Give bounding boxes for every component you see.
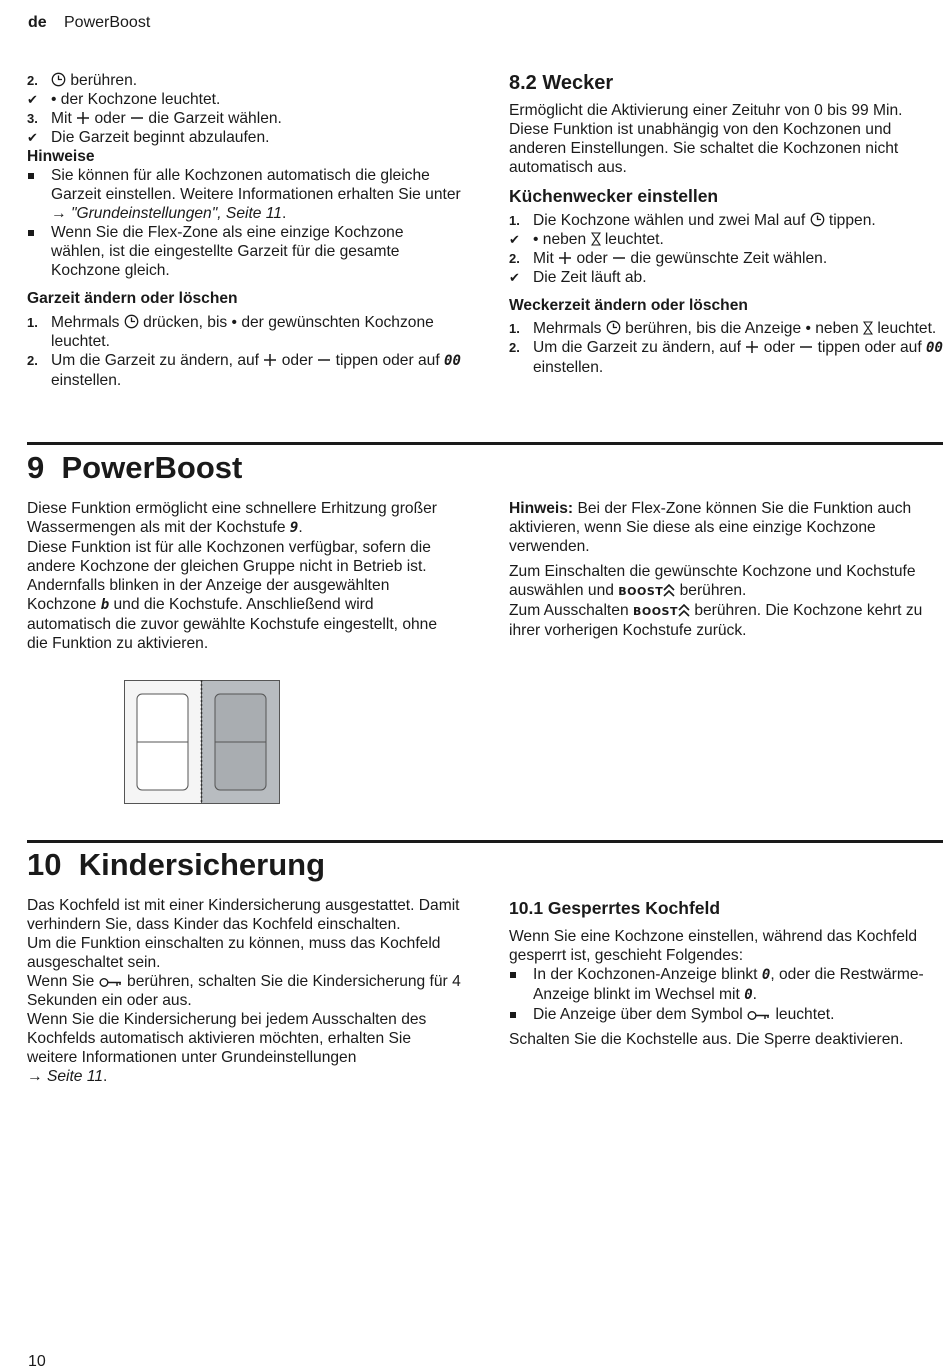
garzeit-step: [27, 71, 461, 90]
wecker-heading: 8.2 Wecker: [509, 72, 614, 94]
note-item: Sie können für alle Kochzonen automatisch die gleiche Garzeit einstellen. Weitere Informationen erhalten Sie unter → "Grundeinstellungen", Seite 11.: [27, 166, 461, 223]
display-glyph: 00: [444, 353, 461, 369]
powerboost-paragraph: Diese Funktion ist für alle Kochzonen verfügbar, sofern die andere Kochzone der gleichen Gruppe nicht in Betrieb ist.: [27, 539, 431, 575]
header-language: de: [28, 14, 47, 31]
display-glyph: 9: [289, 520, 299, 536]
set-step: [509, 211, 943, 230]
gesperrt-outro: Schalten Sie die Kochstelle aus. Die Sperre deaktivieren.: [509, 1031, 904, 1048]
section-title-kindersicherung: 10 Kindersicherung: [27, 847, 326, 882]
display-glyph: 0: [744, 987, 753, 1003]
gesperrt-bullet: Die Anzeige über dem Symbol leuchtet.: [509, 1005, 943, 1024]
check-icon: ✔: [509, 232, 520, 247]
step-text: einstellen.: [51, 372, 122, 389]
cooktop-illustration: [124, 680, 280, 804]
powerboost-left: [27, 499, 461, 653]
result-text: • neben: [533, 231, 587, 248]
hourglass-icon: [591, 232, 601, 246]
step-text: tippen oder auf: [335, 352, 440, 369]
hourglass-icon: [863, 321, 873, 335]
powerboost-off: Zum Ausschalten BOOST berühren. Die Kochzone kehrt zu ihrer vorherigen Kochstufe zurück.: [509, 602, 923, 639]
set-step: [509, 249, 943, 268]
bullet-marker: [28, 173, 34, 179]
step-number: 1.: [27, 315, 38, 330]
step-text: oder: [763, 339, 795, 356]
wecker-change-heading: Weckerzeit ändern oder löschen: [509, 297, 748, 314]
step-text: die Garzeit wählen.: [148, 110, 282, 127]
clock-icon: [51, 72, 66, 87]
check-icon: ✔: [509, 270, 520, 285]
set-result: [509, 230, 943, 249]
step-text: tippen.: [828, 212, 876, 229]
header-title: PowerBoost: [64, 14, 151, 31]
check-icon: ✔: [27, 130, 38, 145]
kinder-paragraph: Wenn Sie berühren, schalten Sie die Kindersicherung für 4 Sekunden ein oder aus.: [27, 973, 461, 1009]
step-text: Mit: [51, 110, 72, 127]
clock-icon: [606, 320, 621, 335]
kindersicherung-left: [27, 896, 461, 1086]
result-text: leuchtet.: [604, 231, 664, 248]
gesperrt-bullet: In der Kochzonen-Anzeige blinkt 0, oder die Restwärme-Anzeige blinkt im Wechsel mit 0.: [509, 965, 943, 1005]
display-glyph: 00: [926, 340, 943, 356]
step-number: 3.: [27, 111, 38, 126]
minus-icon: [799, 340, 813, 354]
change-step: [27, 351, 461, 390]
step-text: einstellen.: [533, 359, 604, 376]
result-text: Die Zeit läuft ab.: [533, 269, 647, 286]
kinder-paragraph: Das Kochfeld ist mit einer Kindersicherung ausgestattet. Damit verhindern Sie, dass Kinder das Kochfeld einschalten.: [27, 897, 460, 933]
powerboost-hint: Hinweis: Bei der Flex-Zone können Sie die Funktion auch aktivieren, wenn Sie diese als eine einzige Kochzone verwenden.: [509, 500, 912, 555]
step-text: Um die Garzeit zu ändern, auf: [51, 352, 260, 369]
boost-label: BOOST: [632, 605, 678, 618]
page-number: 10: [28, 1353, 46, 1370]
minus-icon: [317, 353, 331, 367]
key-icon: [747, 1010, 771, 1021]
powerboost-paragraph: Diese Funktion ermöglicht eine schnellere Erhitzung großer Wassermengen als mit der Kochstufe 9.: [27, 500, 437, 536]
kinder-paragraph: Wenn Sie die Kindersicherung bei jedem Ausschalten des Kochfelds automatisch aktivieren möchten, erhalten Sie weitere Informationen unter Grundeinstellungen → Seite 11.: [27, 1011, 427, 1085]
garzeit-step: [27, 109, 461, 128]
wecker-change-step: [509, 338, 943, 377]
step-text: berühren, bis die Anzeige • neben: [625, 320, 859, 337]
set-heading: Küchenwecker einstellen: [509, 186, 719, 206]
section-rule: [27, 442, 943, 445]
notes-heading: Hinweise: [27, 148, 95, 165]
section-title-powerboost: 9 PowerBoost: [27, 450, 243, 485]
plus-icon: [263, 353, 277, 367]
section-rule: [27, 840, 943, 843]
result-text: • der Kochzone leuchtet.: [51, 91, 221, 108]
powerboost-right: [509, 499, 943, 640]
garzeit-result: [27, 128, 461, 147]
bullet-marker: [510, 972, 516, 978]
clock-icon: [810, 212, 825, 227]
display-glyph: b: [100, 597, 110, 613]
plus-icon: [745, 340, 759, 354]
arrow-icon: →: [51, 205, 67, 222]
step-text: oder: [94, 110, 126, 127]
page-reference-link[interactable]: "Grundeinstellungen", Seite 11: [70, 205, 282, 222]
powerboost-paragraph: Andernfalls blinken in der Anzeige der ausgewählten Kochzone b und die Kochstufe. Anschließend wird automatisch die zuvor gewählte Kochstufe eingestellt, ohne die Funktion zu aktivieren.: [27, 577, 438, 652]
minus-icon: [130, 111, 144, 125]
bullet-marker: [28, 230, 34, 236]
garzeit-result: [27, 90, 461, 109]
bullet-marker: [510, 1012, 516, 1018]
gesperrt-intro: Wenn Sie eine Kochzone einstellen, während das Kochfeld gesperrt ist, geschieht Folgendes:: [509, 928, 918, 964]
step-text: die gewünschte Zeit wählen.: [630, 250, 828, 267]
step-text: drücken, bis • der gewünschten Kochzone leuchtet.: [51, 314, 434, 350]
change-heading: Garzeit ändern oder löschen: [27, 290, 238, 307]
step-text: Die Kochzone wählen und zwei Mal auf: [533, 212, 806, 229]
step-text: Mehrmals: [51, 314, 120, 331]
double-chevron-up-icon: [663, 584, 675, 597]
key-icon: [99, 977, 123, 988]
step-text: oder: [281, 352, 313, 369]
note-text: Sie können für alle Kochzonen automatisch die gleiche Garzeit einstellen. Weitere Informationen erhalten Sie unter: [51, 167, 461, 203]
minus-icon: [612, 251, 626, 265]
garzeit-section: [27, 71, 461, 390]
result-text: Die Garzeit beginnt abzulaufen.: [51, 129, 270, 146]
step-number: 2.: [27, 73, 38, 88]
change-step: [27, 313, 461, 351]
page-reference-link[interactable]: Seite 11: [46, 1068, 103, 1085]
arrow-icon: →: [27, 1068, 43, 1085]
check-icon: ✔: [27, 92, 38, 107]
clock-icon: [124, 314, 139, 329]
step-number: 1.: [509, 321, 520, 336]
plus-icon: [558, 251, 572, 265]
wecker-change-step: [509, 319, 943, 338]
step-text: oder: [576, 250, 608, 267]
kindersicherung-right: [509, 897, 943, 1049]
step-text: Mehrmals: [533, 320, 602, 337]
wecker-intro: Ermöglicht die Aktivierung einer Zeituhr von 0 bis 99 Min. Diese Funktion ist unabhängig von den Kochzonen und anderen Einstellungen. Sie schaltet die Kochzonen nicht automatisch aus.: [509, 102, 903, 176]
boost-label: BOOST: [618, 585, 664, 598]
set-result: [509, 268, 943, 287]
step-text: Mit: [533, 250, 554, 267]
note-item: [27, 223, 461, 280]
step-number: 2.: [509, 340, 520, 355]
step-text: leuchtet.: [877, 320, 937, 337]
wecker-section: [509, 71, 943, 377]
step-text: berühren.: [70, 72, 138, 89]
double-chevron-up-icon: [678, 604, 690, 617]
step-text: Um die Garzeit zu ändern, auf: [533, 339, 742, 356]
display-glyph: 0: [761, 967, 771, 983]
step-number: 2.: [509, 251, 520, 266]
gesperrt-heading: 10.1 Gesperrtes Kochfeld: [509, 898, 721, 918]
note-text: Wenn Sie die Flex-Zone als eine einzige Kochzone wählen, ist die eingestellte Garzeit für die gesamte Kochzone gleich.: [51, 224, 404, 279]
step-number: 1.: [509, 213, 520, 228]
plus-icon: [76, 111, 90, 125]
step-number: 2.: [27, 353, 38, 368]
step-text: tippen oder auf: [817, 339, 922, 356]
kinder-paragraph: Um die Funktion einschalten zu können, muss das Kochfeld ausgeschaltet sein.: [27, 935, 441, 971]
powerboost-on: Zum Einschalten die gewünschte Kochzone und Kochstufe auswählen und BOOST berühren.: [509, 563, 916, 599]
